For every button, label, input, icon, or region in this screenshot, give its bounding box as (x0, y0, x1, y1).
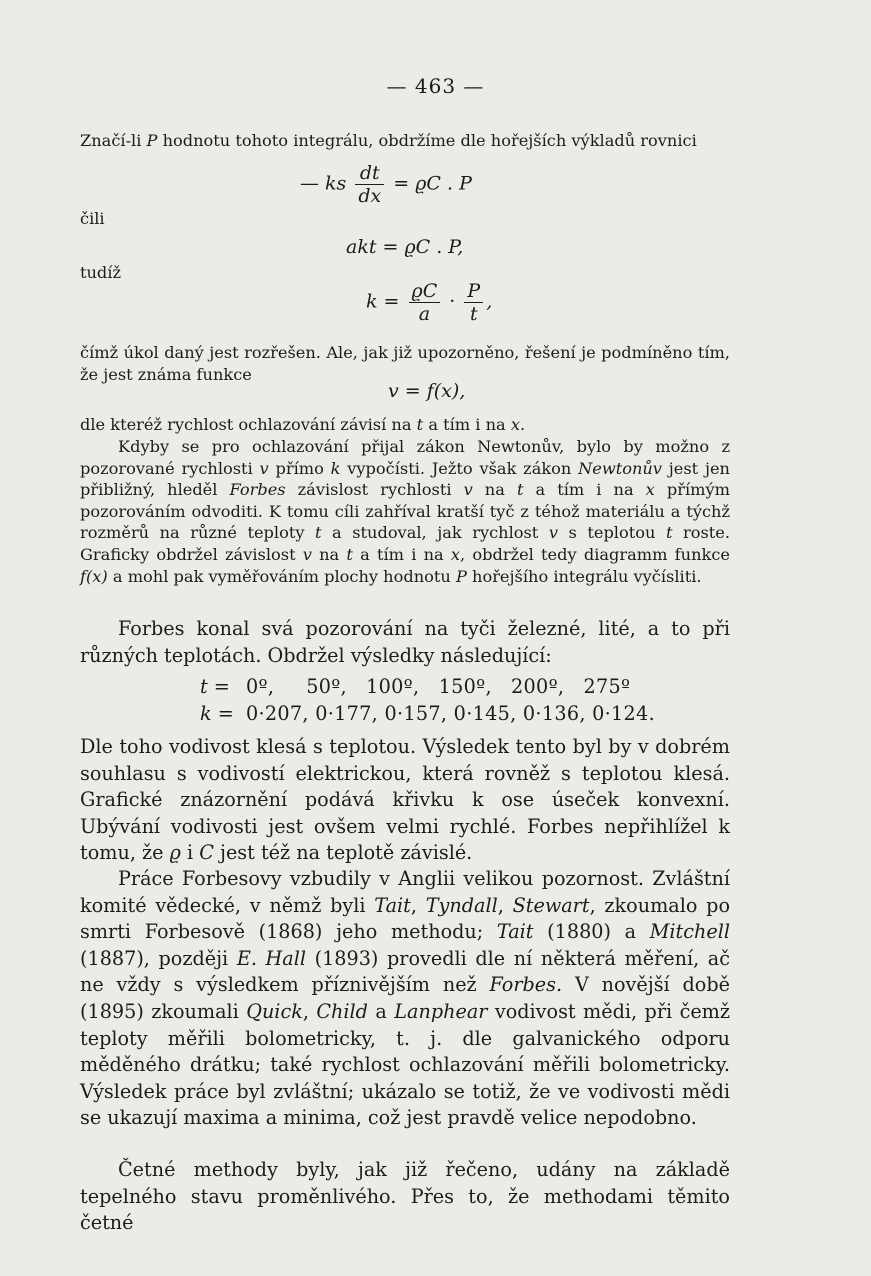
paragraph-observations: Forbes konal svá pozorování na tyči železné, lité, a to při různých teplotách. Obdržel výsledky následující: (80, 617, 730, 667)
label-tudiz: tudíž (80, 263, 121, 282)
page-number: — 463 — (386, 74, 485, 98)
paragraph-conductivity: Dle toho vodivost klesá s teplotou. Výsledek tento byl by v dobrém souhlasu s vodivostí elektrickou, která rovněž s teplotou klesá. Grafické znázornění podává křivku k ose úseček konvexní. Ubývání vodivosti jest ovšem velmi rychlé. Forbes nepřihlížel k tomu, že ϱ i C jest též na teplotě závislé. (80, 735, 730, 865)
paragraph-methods: Četné methody byly, jak již řečeno, udány na základě tepelného stavu proměnlivého. Přes to, že methodami těmito četné (80, 1158, 730, 1235)
paragraph-intro: Značí-li P hodnotu tohoto integrálu, obdržíme dle hořejších výkladů rovnici (80, 131, 697, 150)
paragraph-forbes-works: Práce Forbesovy vzbudily v Anglii velikou pozornost. Zvláštní komité vědecké, v němž byli Tait, Tyndall, Stewart, zkoumalo po smrti Forbesově (1868) jeho methodu; Tait (1880) a Mitchell (1887), později E. Hall (1893) provedli dle ní některá měření, ač ne vždy s výsledkem příznivějším než Forbes. V novější době (1895) zkoumali Quick, Child a Lanphear vodivost mědi, při čemž teploty měřili bolometricky, t. j. dle galvanického odporu měděného drátku; také rychlost ochlazování měřili bolometricky. Výsledek práce byl zvláštní; ukázalo se totiž, že ve vodivosti mědi se ukazují maxima a minima, což jest pravdě velice nepodobno. (80, 867, 730, 1130)
paragraph-newton: Kdyby se pro ochlazování přijal zákon Newtonův, bylo by možno z pozorované rychlosti v přímo k vypočísti. Ježto však zákon Newtonův jest jen přibližný, hleděl Forbes závislost rychlosti v na t a tím i na x přímým pozorováním odvoditi. K tomu cíli zahříval kratší tyč z téhož materiálu a týchž rozměrů na různé teploty t a studoval, jak rychlost v s teplotou t roste. Graficky obdržel závislost v na t a tím i na x, obdržel tedy diagramm funkce f(x) a mohl pak vyměřováním plochy hodnotu P hořejšího integrálu vyčísliti. (80, 437, 730, 586)
equation-1: — ks $\frac{dt}{dx}$ = ϱC . P (300, 162, 472, 207)
equation-2: akt = ϱC . P, (346, 236, 464, 258)
paragraph-dependence: dle kteréž rychlost ochlazování závisí na t a tím i na x. (80, 415, 526, 434)
label-cili: čili (80, 209, 105, 228)
equation-4: v = f(x), (388, 380, 466, 402)
table-row-temperature: t = 0º, 50º, 100º, 150º, 200º, 275º (200, 675, 631, 698)
equation-3: k = $\frac{ϱC}{a}$ · $\frac{P}{t}$ , (366, 280, 493, 325)
table-row-conductivity: k = 0·207, 0·177, 0·157, 0·145, 0·136, 0·124. (200, 702, 655, 725)
paragraph-solution: čímž úkol daný jest rozřešen. Ale, jak již upozorněno, řešení je podmíněno tím, že jest známa funkce (80, 343, 730, 384)
